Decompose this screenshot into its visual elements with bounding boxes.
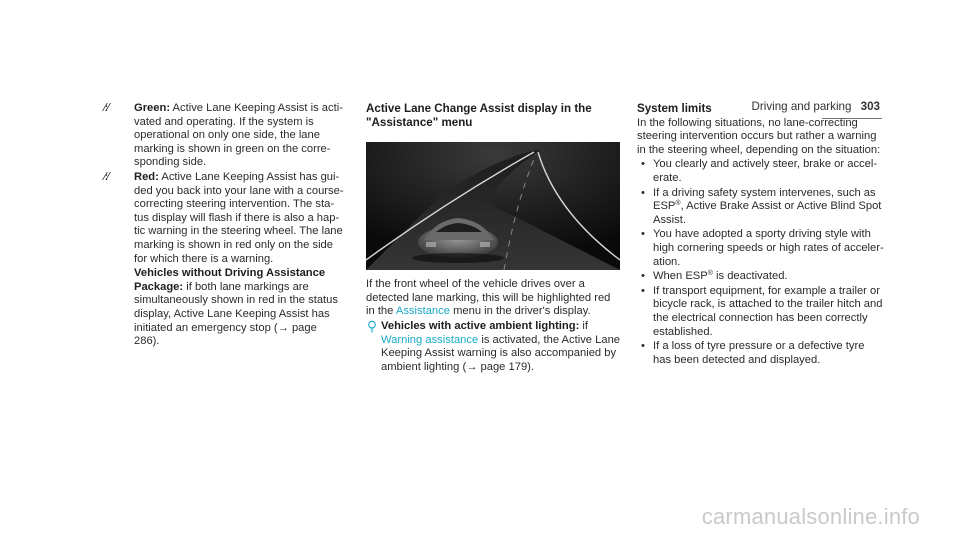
assistance-text-a: If the front wheel of the vehicle drives over a detected lane marking, this will be highlighted red in the bbox=[366, 278, 611, 318]
column-left bbox=[104, 102, 344, 349]
tip-if: if bbox=[579, 319, 589, 332]
assistance-menu-link[interactable]: Assistance bbox=[395, 305, 450, 318]
list-item-text: , Active Brake Assist or Active Blind Spot Assist. bbox=[653, 200, 882, 226]
list-item-text: When ESP bbox=[653, 270, 708, 283]
list-item: • You clearly and actively steer, brake or accelerate. bbox=[637, 158, 885, 185]
red-label: Red: bbox=[134, 170, 159, 183]
section-title: Driving and parking bbox=[751, 100, 852, 113]
lane-keeping-icon: ⁄:⁄ bbox=[104, 170, 109, 183]
vehicles-without-text: if both lane markings are simultaneously shown in red in the status display, Active Lane Keeping Assist has initiated an emergency stop ( bbox=[134, 280, 338, 334]
list-item: • If transport equipment, for example a trailer or bicycle rack, is attached to the trailer hitch and the electrical connection has been correctly established. bbox=[637, 285, 885, 339]
green-status-row bbox=[104, 102, 344, 170]
vehicles-without-label: Vehicles without Driving Assistance Package: bbox=[134, 267, 326, 293]
list-item bbox=[637, 187, 885, 228]
system-limits-heading: System limits bbox=[637, 102, 712, 115]
ambient-lighting-tip bbox=[366, 320, 620, 374]
lane-keeping-icon: ⁄:⁄ bbox=[104, 102, 109, 114]
car-driving-illustration bbox=[366, 142, 620, 270]
page-number: 303 bbox=[860, 100, 880, 113]
red-status-row bbox=[104, 171, 344, 266]
list-item: • You have adopted a sporty driving style with high cornering speeds or high rates of acceleration. bbox=[637, 228, 885, 269]
page-reference: page 179). bbox=[477, 360, 534, 373]
assistance-paragraph bbox=[366, 278, 620, 319]
arrow-reference-icon: → bbox=[277, 321, 289, 334]
system-limits-list bbox=[637, 158, 885, 367]
tip-label: Vehicles with active ambient lighting: bbox=[381, 319, 580, 332]
list-item bbox=[637, 270, 885, 284]
tip-text: is activated, the Active Lane Keeping Assist warning is also accompanied by ambient lighting ( bbox=[381, 333, 621, 373]
list-item-text: If a driving safety system intervenes, such as ESP bbox=[653, 186, 876, 213]
vehicles-without-package-paragraph bbox=[134, 267, 344, 349]
page-reference: page 286). bbox=[134, 321, 317, 348]
arrow-reference-icon: → bbox=[466, 360, 478, 373]
assistance-text-b: menu in the driver's display. bbox=[449, 305, 591, 318]
list-item-text: is deactivated. bbox=[712, 270, 788, 283]
watermark: carmanualsonline.info bbox=[701, 504, 920, 530]
warning-assistance-link[interactable]: Warning assistance bbox=[381, 333, 479, 346]
registered-mark: ® bbox=[675, 200, 681, 208]
registered-mark: ® bbox=[707, 270, 713, 278]
green-label: Green: bbox=[134, 102, 171, 114]
tip-lightbulb-icon bbox=[366, 320, 381, 333]
green-text: Active Lane Keeping Assist is activated and operating. If the system is operational on only one side, the lane marking is shown in green on the corresponding side. bbox=[134, 102, 343, 169]
system-limits-intro: In the following situations, no lane-correcting steering intervention occurs but rather a warning in the steering wheel, depending on the situation: bbox=[637, 116, 881, 156]
list-item: • If a loss of tyre pressure or a defective tyre has been detected and displayed. bbox=[637, 340, 885, 367]
column-right bbox=[637, 102, 885, 368]
red-text: Active Lane Keeping Assist has guided you back into your lane with a course-correcting steering intervention. The status display will flash if there is also a haptic warning in the steering wheel. The lane marking is shown in red only on the side for which there is a warning. bbox=[134, 170, 344, 265]
section-heading: Active Lane Change Assist display in the "Assistance" menu bbox=[366, 102, 592, 129]
column-middle bbox=[366, 102, 620, 374]
